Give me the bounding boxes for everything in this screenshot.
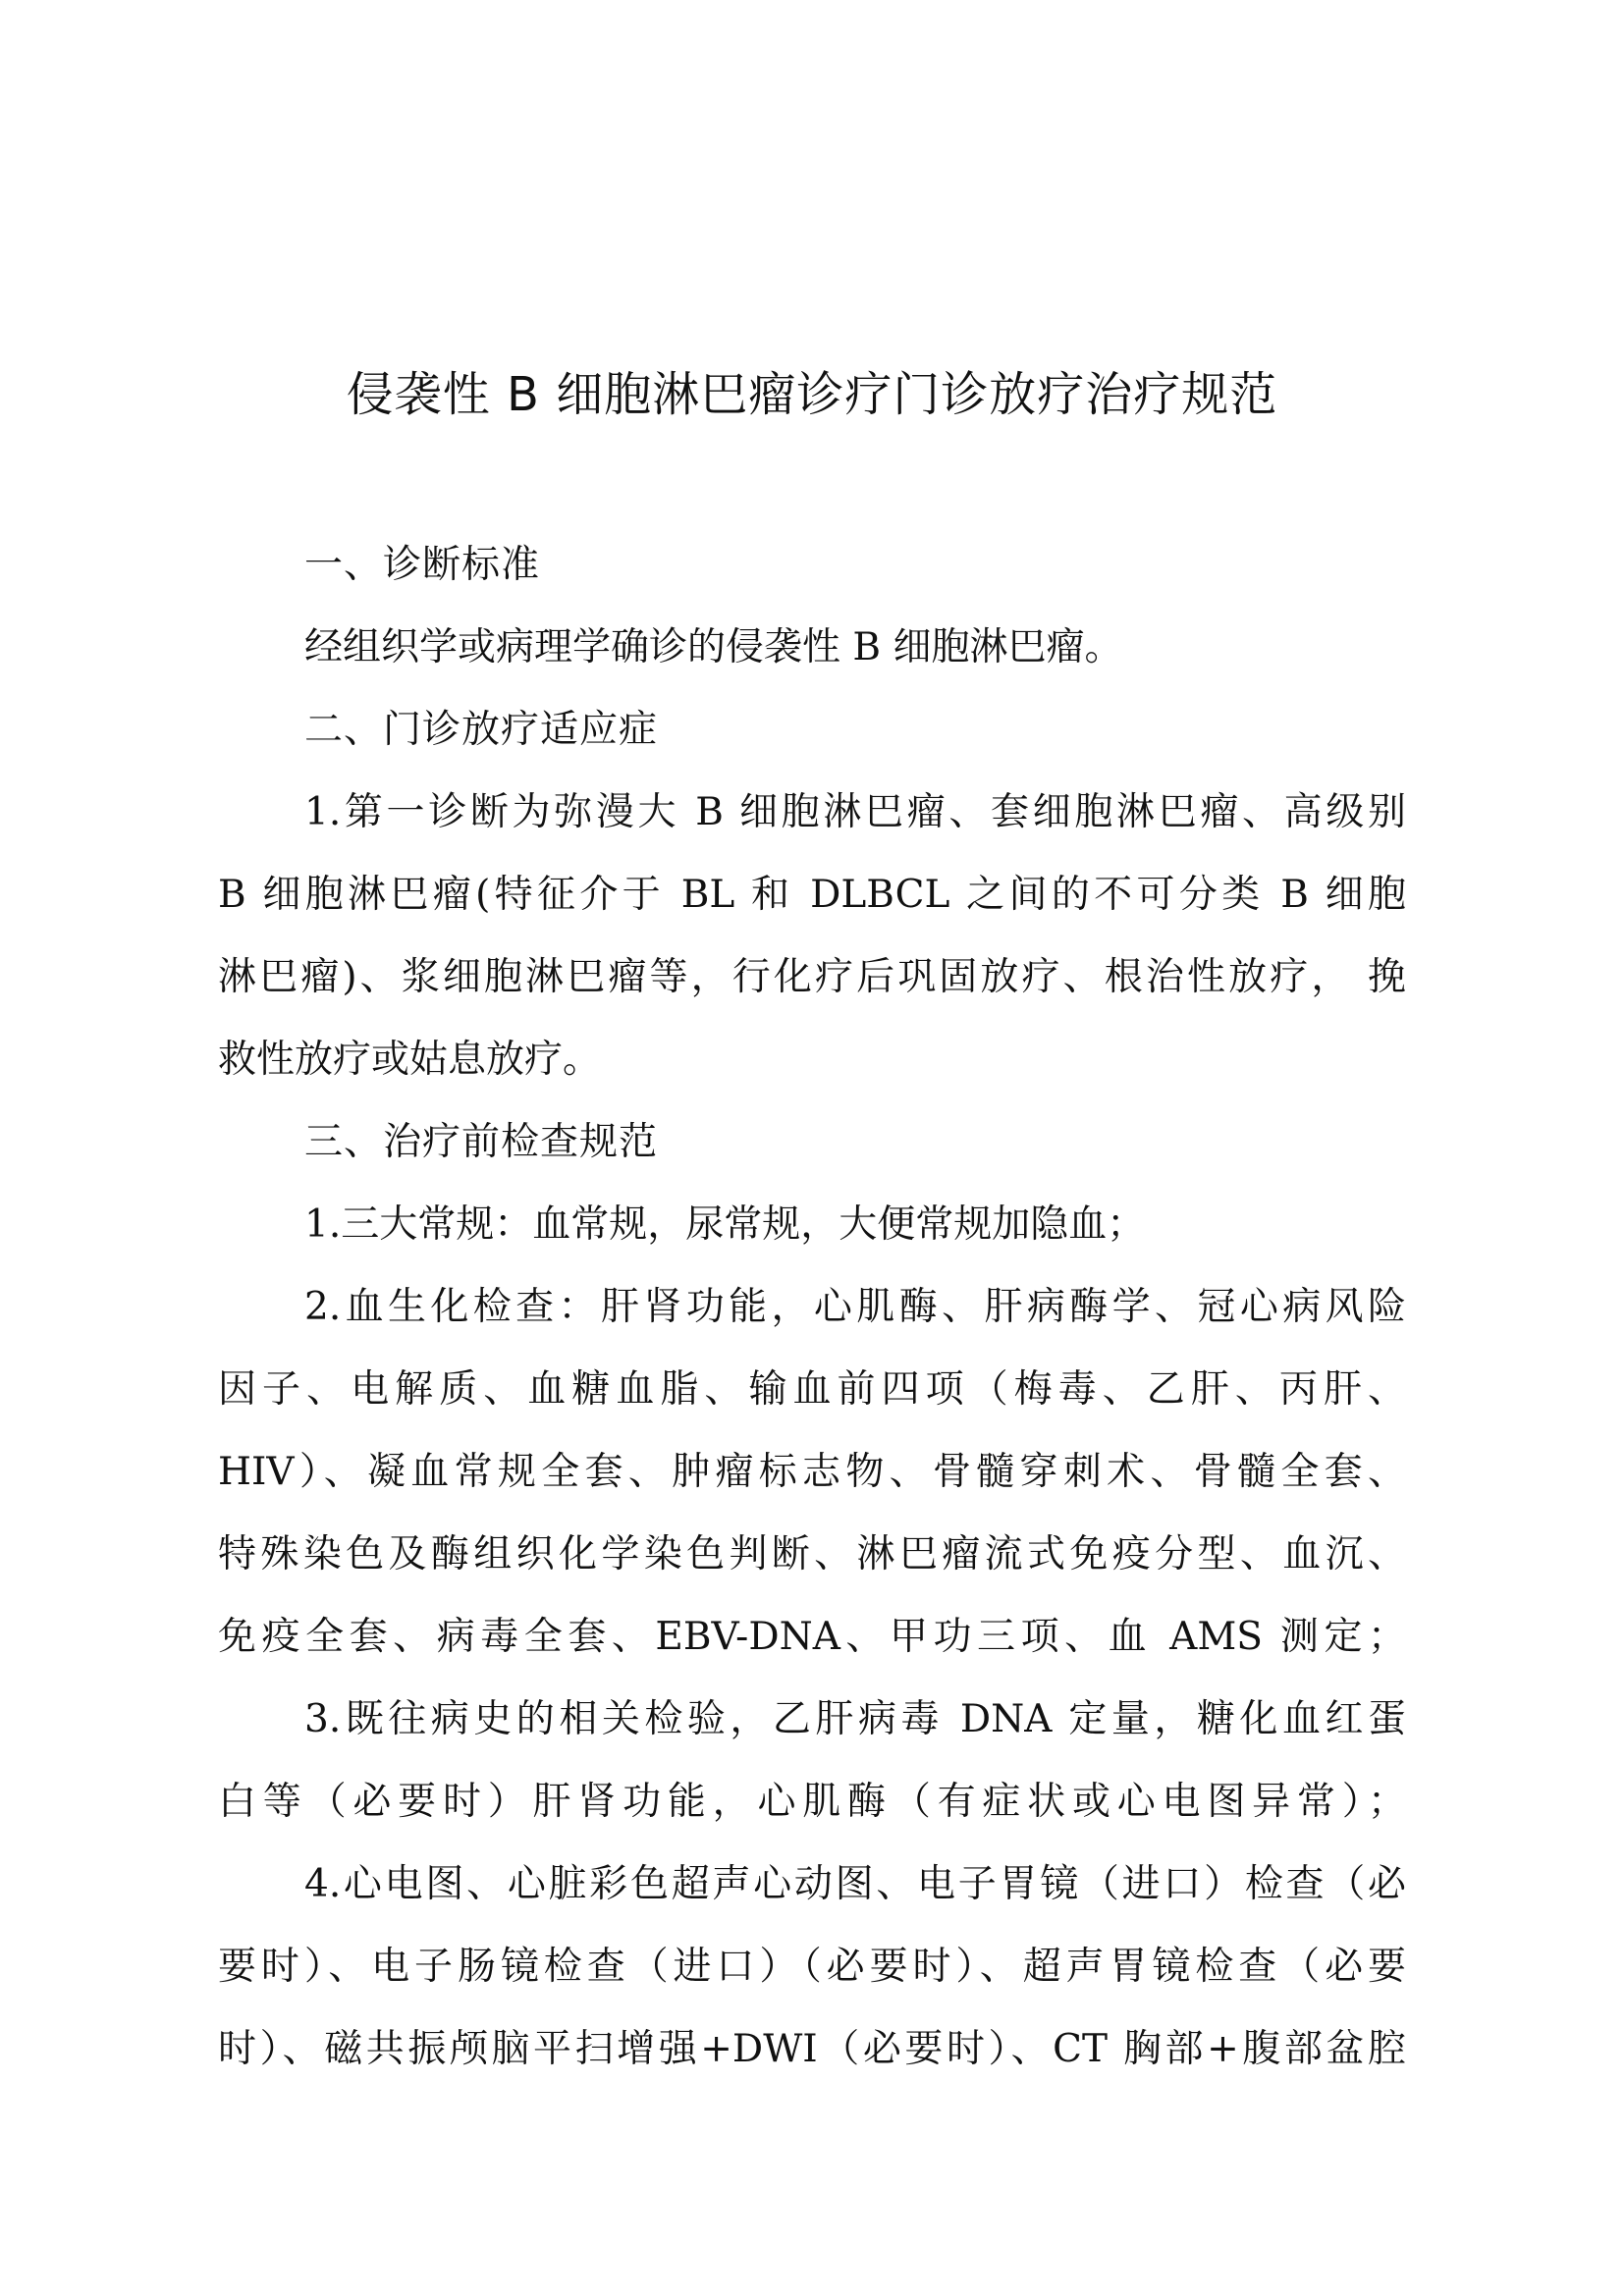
paragraph-line: 特殊染色及酶组织化学染色判断、淋巴瘤流式免疫分型、血沉、 xyxy=(218,1532,1406,1576)
section-heading-diagnosis: 一、诊断标准 xyxy=(304,543,541,587)
document-title: 侵袭性 B 细胞淋巴瘤诊疗门诊放疗治疗规范 xyxy=(346,367,1278,422)
paragraph-line: 3.既往病史的相关检验，乙肝病毒 DNA 定量，糖化血红蛋 xyxy=(304,1697,1406,1741)
paragraph-line: 4.心电图、心脏彩色超声心动图、电子胃镜（进口）检查（必 xyxy=(304,1862,1406,1906)
paragraph-line: 经组织学或病理学确诊的侵袭性 B 细胞淋巴瘤。 xyxy=(304,625,1123,669)
paragraph-line: 2.血生化检查：肝肾功能，心肌酶、肝病酶学、冠心病风险 xyxy=(304,1285,1406,1329)
section-heading-indications: 二、门诊放疗适应症 xyxy=(304,708,659,752)
paragraph-line: 1.三大常规：血常规，尿常规，大便常规加隐血； xyxy=(304,1202,1146,1247)
paragraph-line: 救性放疗或姑息放疗。 xyxy=(218,1038,602,1082)
paragraph-line: 时）、磁共振颅脑平扫增强+DWI（必要时）、CT 胸部+腹部盆腔 xyxy=(218,2027,1406,2071)
paragraph-line: B 细胞淋巴瘤(特征介于 BL 和 DLBCL 之间的不可分类 B 细胞 xyxy=(218,873,1406,917)
paragraph-line: HIV）、凝血常规全套、肿瘤标志物、骨髓穿刺术、骨髓全套、 xyxy=(218,1450,1406,1494)
paragraph-line: 白等（必要时）肝肾功能，心肌酶（有症状或心电图异常）； xyxy=(218,1780,1406,1824)
paragraph-line: 因子、电解质、血糖血脂、输血前四项（梅毒、乙肝、丙肝、 xyxy=(218,1367,1406,1412)
section-heading-pretreatment-exams: 三、治疗前检查规范 xyxy=(304,1120,659,1164)
paragraph-line: 淋巴瘤)、浆细胞淋巴瘤等，行化疗后巩固放疗、根治性放疗， 挽 xyxy=(218,955,1406,999)
paragraph-line: 免疫全套、病毒全套、EBV-DNA、甲功三项、血 AMS 测定； xyxy=(218,1615,1406,1659)
paragraph-line: 1.第一诊断为弥漫大 B 细胞淋巴瘤、套细胞淋巴瘤、高级别 xyxy=(304,790,1406,834)
paragraph-line: 要时）、电子肠镜检查（进口）（必要时）、超声胃镜检查（必要 xyxy=(218,1945,1406,1989)
